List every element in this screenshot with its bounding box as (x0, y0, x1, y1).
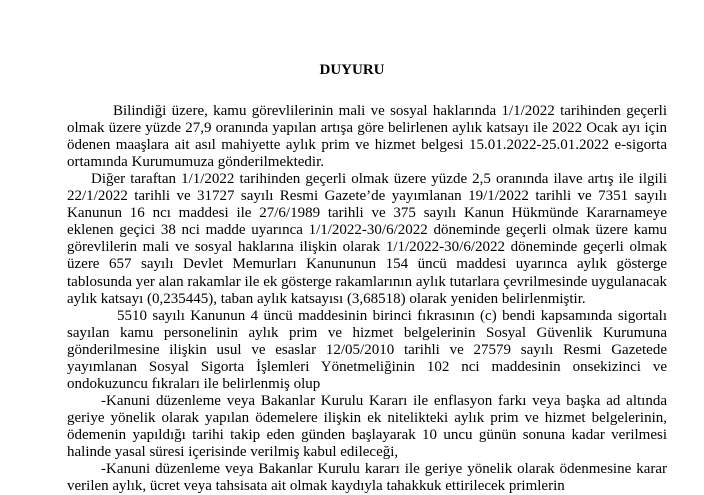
paragraph-2: Diğer taraftan 1/1/2022 tarihinden geçerli olmak üzere yüzde 2,5 oranında ilave artış ile ilgili 22/1/2022 tarihli ve 31727 sayılı Resmi Gazete’de yayımlanan 19/1/2022 tarihli ve 7351 sayılı Kanunun 16 ncı maddesi ile 27/6/1989 tarihli ve 375 sayılı Kanun Hükmünde Kararnameye eklenen geçici 38 nci madde uyarınca 1/1/2022-30/6/2022 döneminde geçerli olmak üzere kamu görevlilerin mali ve sosyal haklarına ilişkin olarak 1/1/2022-30/6/2022 döneminde geçerli olmak üzere 657 sayılı Devlet Memurları Kanununun 154 üncü maddesi uyarınca aylık gösterge tablosunda yer alan rakamlar ile ek gösterge rakamlarının aylık tutarlara çevrilmesinde uygulanacak aylık katsayı (0,235445), taban aylık katsayısı (3,68518) olarak yeniden belirlenmiştir. (67, 171, 667, 307)
paragraph-4: -Kanuni düzenleme veya Bakanlar Kurulu Kararı ile enflasyon farkı veya başka ad altında geriye yönelik olarak yapılan ödemelere ilişkin ek nitelikteki aylık prim ve hizmet belgelerinin, ödemenin yapıldığı tarihi takip eden günden başlayarak 10 uncu günün sonuna kadar verilmesi halinde yasal süresi içerisinde verilmiş kabul edileceği, (67, 393, 667, 461)
paragraph-5: -Kanuni düzenleme veya Bakanlar Kurulu kararı ile geriye yönelik olarak ödenmesine karar verilen aylık, ücret veya tahsisata ait olmak kaydıyla tahakkuk ettirilecek primlerin (67, 461, 667, 495)
paragraph-1: Bilindiği üzere, kamu görevlilerinin mali ve sosyal haklarında 1/1/2022 tarihinden geçerli olmak üzere yüzde 27,9 oranında yapılan artışa göre belirlenen aylık katsayı ile 2022 Ocak ayı için ödenen maaşlara ait asıl mahiyette aylık prim ve hizmet belgesi 15.01.2022-25.01.2022 e-sigorta ortamında Kurumumuza gönderilmektedir. (67, 103, 667, 171)
paragraph-3: 5510 sayılı Kanunun 4 üncü maddesinin birinci fıkrasının (c) bendi kapsamında sigortalı sayılan kamu personelinin aylık prim ve hizmet belgelerinin Sosyal Güvenlik Kurumuna gönderilmesine ilişkin usul ve esaslar 12/05/2010 tarihli ve 27579 sayılı Resmi Gazetede yayımlanan Sosyal Sigorta İşlemleri Yönetmeliğinin 102 nci maddesinin onsekizinci ve ondokuzuncu fıkraları ile belirlenmiş olup (67, 308, 667, 393)
document-title: DUYURU (319, 62, 385, 78)
